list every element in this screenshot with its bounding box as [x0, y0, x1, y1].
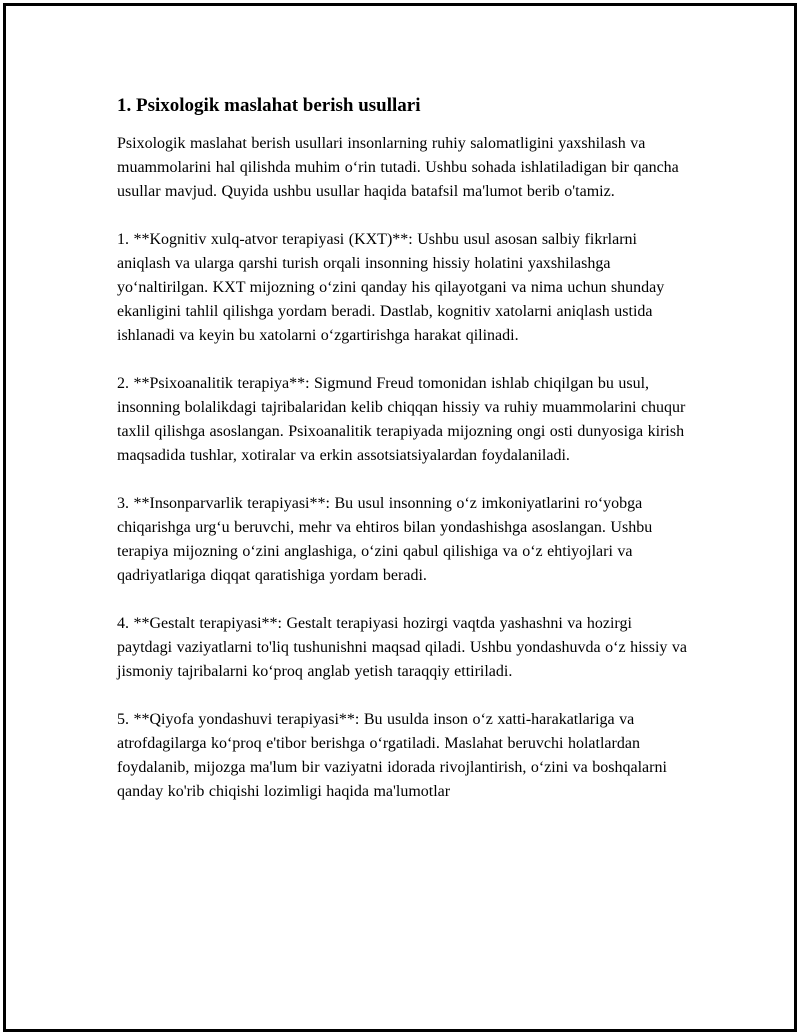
- paragraph-qiyofa-yondashuvi: 5. **Qiyofa yondashuvi terapiyasi**: Bu usulda inson o‘z xatti-harakatlariga va atrofdagilarga ko‘proq e'tibor berishga o‘rgatiladi. Maslahat beruvchi holatlardan foydalanib, mijozga ma'lum bir vaziyatni idorada rivojlantirish, o‘zini va boshqalarni qanday ko'rib chiqishi lozimligi haqida ma'lumotlar: [117, 711, 667, 800]
- paragraph-kognitiv-terapiya: 1. **Kognitiv xulq-atvor terapiyasi (KXT)**: Ushbu usul asosan salbiy fikrlarni aniqlash va ularga qarshi turish orqali insonning hissiy holatini yaxshilashga yo‘naltirilgan. KXT mijozning o‘zini qanday his qilayotgani va nima uchun shunday ekanligini tahlil qilishga yordam beradi. Dastlab, kognitiv xatolarni aniqlash ustida ishlanadi va keyin bu xatolarni o‘zgartirishga harakat qilinadi.: [117, 231, 665, 344]
- intro-paragraph: Psixologik maslahat berish usullari insonlarning ruhiy salomatligini yaxshilash va muammolarini hal qilishda muhim o‘rin tutadi. Ushbu sohada ishlatiladigan bir qancha usullar mavjud. Quyida ushbu usullar haqida batafsil ma'lumot berib o'tamiz.: [117, 135, 679, 200]
- document-body: [117, 92, 689, 828]
- section-heading: 1. Psixologik maslahat berish usullari: [117, 95, 421, 116]
- paragraph-insonparvarlik-terapiyasi: 3. **Insonparvarlik terapiyasi**: Bu usul insonning o‘z imkoniyatlarini ro‘yobga chiqarishga urg‘u beruvchi, mehr va ehtiros bilan yondashishga asoslangan. Ushbu terapiya mijozning o‘zini anglashiga, o‘zini qabul qilishiga va o‘z ehtiyojlari va qadriyatlariga diqqat qaratishiga yordam beradi.: [117, 495, 653, 584]
- paragraph-gestalt-terapiyasi: 4. **Gestalt terapiyasi**: Gestalt terapiyasi hozirgi vaqtda yashashni va hozirgi paytdagi vaziyatlarni to'liq tushunishni maqsad qiladi. Ushbu yondashuvda o‘z hissiy va jismoniy tajribalarni ko‘proq anglab yetish taraqqiy ettiriladi.: [117, 615, 688, 680]
- paragraph-psixoanalitik-terapiya: 2. **Psixoanalitik terapiya**: Sigmund Freud tomonidan ishlab chiqilgan bu usul, insonning bolalikdagi tajribalaridan kelib chiqqan hissiy va ruhiy muammolarini chuqur taxlil qilishga asoslangan. Psixoanalitik terapiyada mijozning ongi osti dunyosiga kirish maqsadida tushlar, xotiralar va erkin assotsiatsiyalardan foydalaniladi.: [117, 375, 686, 464]
